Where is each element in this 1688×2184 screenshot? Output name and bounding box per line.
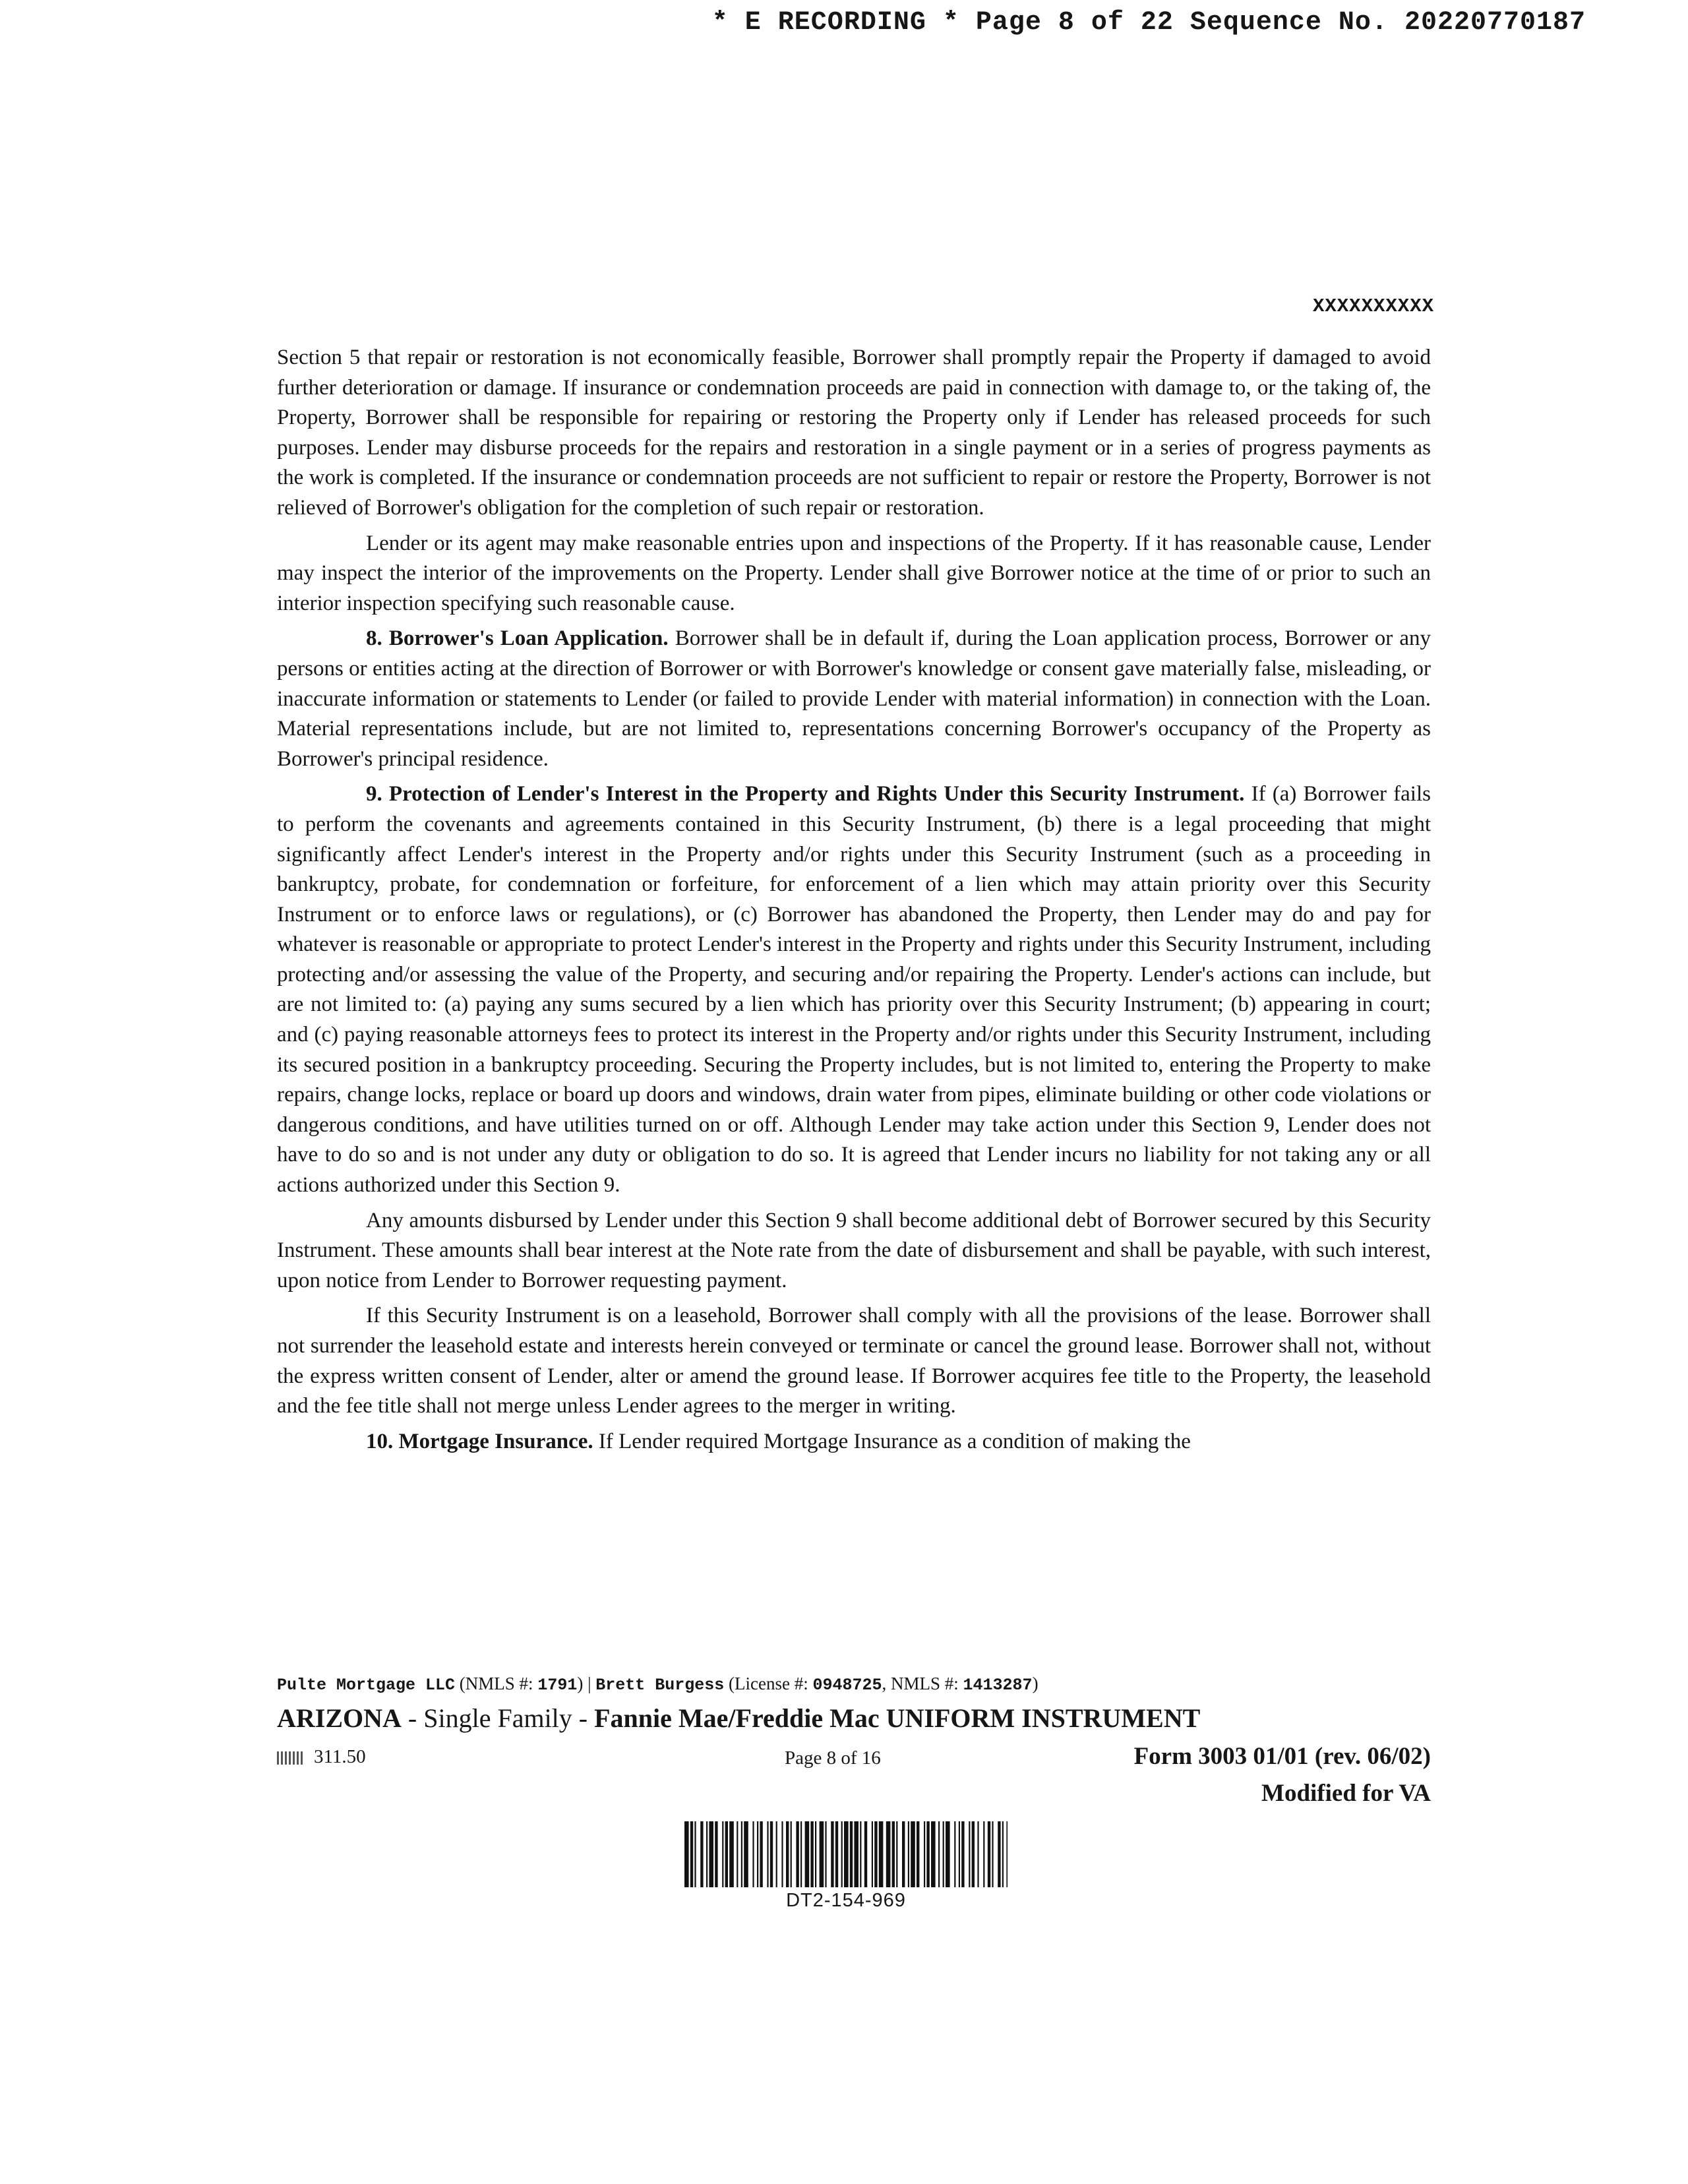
section-9-heading: 9. Protection of Lender's Interest in the Property and Rights Under this Security Instrument. (366, 782, 1245, 806)
paragraph-amounts: Any amounts disbursed by Lender under this Section 9 shall become additional debt of Borrower secured by this Security Instrument. These amounts shall bear interest at the Note rate from the date of disbursement and shall be payable, with such interest, upon notice from Lender to Borrower requesting payment. (277, 1208, 1431, 1292)
section-10-heading: 10. Mortgage Insurance. (366, 1429, 593, 1453)
instrument-name: Fannie Mae/Freddie Mac UNIFORM INSTRUMENT (594, 1703, 1201, 1733)
page-number: Page 8 of 16 (785, 1747, 881, 1769)
paragraph-leasehold: If this Security Instrument is on a leasehold, Borrower shall comply with all the provisions of the lease. Borrower shall not surrender the leasehold estate and interests herein conveyed or terminate or cancel the ground lease. Borrower shall not, without the express written consent of Lender, alter or amend the ground lease. If Borrower acquires fee title to the Property, the leasehold and the fee title shall not merge unless Lender agrees to the merger in writing. (277, 1304, 1431, 1418)
lender-name: Pulte Mortgage LLC (277, 1676, 456, 1695)
section-8-heading: 8. Borrower's Loan Application. (366, 626, 669, 651)
paragraph-repair: Section 5 that repair or restoration is not economically feasible, Borrower shall promptly repair the Property if damaged to avoid further deterioration or damage. If insurance or condemnation proceeds are paid in connection with damage to, or the taking of, the Property, Borrower shall be responsible for repairing or restoring the Property only if Lender has released proceeds for such purposes. Lender may disburse proceeds for the repairs and restoration in a single payment or in a series of progress payments as the work is completed. If the insurance or condemnation proceeds are not sufficient to repair or restore the Property, Borrower is not relieved of Borrower's obligation for the completion of such repair or restoration. (277, 346, 1431, 520)
form-code: 311.50 (277, 1746, 366, 1768)
loan-number: XXXXXXXXXX (1312, 295, 1434, 317)
ellie-mae-logo-icon (277, 1751, 305, 1765)
modified-note: Modified for VA (1261, 1780, 1431, 1807)
section-9-text: If (a) Borrower fails to perform the covenants and agreements contained in this Security Instrument, (b) there is a legal proceeding that might significantly affect Lender's interest in the Property and/or rights under this Security Instrument (such as a proceeding in bankruptcy, probate, for condemnation or forfeiture, for enforcement of a lien which may attain priority over this Security Instrument or to enforce laws or regulations), or (c) Borrower has abandoned the Property, then Lender may do and pay for whatever is reasonable or appropriate to protect Lender's interest in the Property and rights under this Security Instrument, including protecting and/or assessing the value of the Property, and securing and/or repairing the Property. Lender's actions can include, but are not limited to: (a) paying any sums secured by a lien which has priority over this Security Instrument; (b) appearing in court; and (c) paying reasonable attorneys fees to protect its interest in the Property and/or rights under this Security Instrument, including its secured position in a bankruptcy proceeding. Securing the Property includes, but is not limited to, entering the Property to make repairs, change locks, replace or board up doors and windows, drain water from pipes, eliminate building or other code violations or dangerous conditions, and have utilities turned on or off. Although Lender may take action under this Section 9, Lender does not have to do so and is not under any duty or obligation to do so. It is agreed that Lender incurs no liability for not taking any or all actions authorized under this Section 9. (277, 782, 1431, 1198)
recording-stamp: * E RECORDING * Page 8 of 22 Sequence No. 20220770187 (711, 8, 1586, 38)
form-number: Form 3003 01/01 (rev. 06/02) (1133, 1743, 1431, 1770)
instrument-line: ARIZONA - Single Family - Fannie Mae/Freddie Mac UNIFORM INSTRUMENT (277, 1703, 1201, 1733)
barcode-label: DT2-154-969 (786, 1890, 906, 1911)
section-9 (277, 779, 1431, 1200)
lender-line: Pulte Mortgage LLC (NMLS #: 1791) | Brett Burgess (License #: 0948725, NMLS #: 1413287) (277, 1674, 1039, 1695)
barcode-icon (684, 1821, 1008, 1887)
paragraph-inspection: Lender or its agent may make reasonable entries upon and inspections of the Property. If it has reasonable cause, Lender may inspect the interior of the improvements on the Property. Lender shall give Borrower notice at the time of or prior to such an interior inspection specifying such reasonable cause. (277, 531, 1431, 615)
originator-name: Brett Burgess (595, 1676, 725, 1695)
section-8-text: Borrower shall be in default if, during the Loan application process, Borrower or any persons or entities acting at the direction of Borrower or with Borrower's knowledge or consent gave materially false, misleading, or inaccurate information or statements to Lender (or failed to provide Lender with material information) in connection with the Loan. Material representations include, but are not limited to, representations concerning Borrower's occupancy of the Property as Borrower's principal residence. (277, 626, 1431, 771)
barcode (684, 1821, 1008, 1912)
section-8 (277, 624, 1431, 774)
section-10-text: If Lender required Mortgage Insurance as a condition of making the (593, 1429, 1191, 1453)
state-name: ARIZONA (277, 1703, 402, 1733)
section-10 (277, 1427, 1431, 1457)
document-body (277, 343, 1431, 1457)
